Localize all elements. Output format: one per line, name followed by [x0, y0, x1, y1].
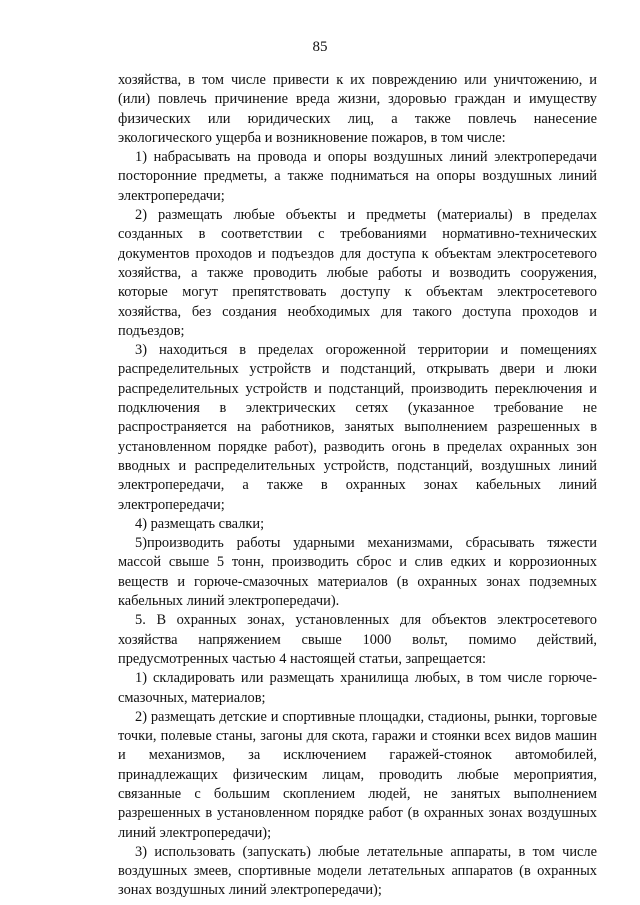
paragraph-item-4: 4) размещать свалки; [135, 515, 265, 532]
paragraph-item-3: 3) находиться в пределах огороженной территории и помещениях распределительных устройств и подстанций, открывать двери и люки распределительных устройств и подстанций, производить переключения и подключения в электрических сетях (указанное требование не распространяется на работников, занятых выполнением разрешенных в установленном порядке работ), разводить огонь в пределах охранных зон вводных и распределительных устройств, подстанций, воздушных линий электропередачи, а также в охранных зонах кабельных линий электропередачи; [118, 342, 597, 513]
paragraph-section-5-item-2: 2) размещать детские и спортивные площадки, стадионы, рынки, торговые точки, полевые станы, загоны для скота, гаражи и стоянки всех видов машин и механизмов, за исключением гаражей-стоянок автомобилей, принадлежащих физическим лицам, проводить любые мероприятия, связанные с большим скоплением людей, не занятых выполнением разрешенных в установленном порядке работ (в охранных зонах воздушных линий электропередачи); [118, 708, 597, 841]
paragraph-section-5: 5. В охранных зонах, установленных для объектов электросетевого хозяйства напряжением свыше 1000 вольт, помимо действий, предусмотренных частью 4 настоящей статьи, запрещается: [118, 612, 597, 667]
document-body [118, 71, 597, 901]
paragraph-item-2: 2) размещать любые объекты и предметы (материалы) в пределах созданных в соответствии с требованиями нормативно-технических документов проходов и подъездов для доступа к объектам электросетевого хозяйства, а также проводить любые работы и возводить сооружения, которые могут препятствовать доступу к объектам электросетевого хозяйства, без создания необходимых для такого доступа проходов и подъездов; [118, 207, 597, 339]
paragraph-continuation: хозяйства, в том числе привести к их повреждению или уничтожению, и (или) повлечь причинение вреда жизни, здоровью граждан и имуществу физических или юридических лиц, а также повлечь нанесение экологического ущерба и возникновение пожаров, в том числе: [118, 72, 597, 146]
paragraph-item-5: 5)производить работы ударными механизмами, сбрасывать тяжести массой свыше 5 тонн, производить сброс и слив едких и коррозионных веществ и горюче-смазочных материалов (в охранных зонах подземных кабельных линий электропередачи). [118, 535, 597, 610]
paragraph-section-5-item-1: 1) складировать или размещать хранилища любых, в том числе горюче-смазочных, материалов; [118, 670, 597, 706]
page-number: 85 [312, 39, 328, 55]
paragraph-section-5-item-3: 3) использовать (запускать) любые летательные аппараты, в том числе воздушных змеев, спортивные модели летательных аппаратов (в охранных зонах воздушных линий электропередачи); [118, 843, 597, 899]
paragraph-item-1: 1) набрасывать на провода и опоры воздушных линий электропередачи посторонние предметы, а также подниматься на опоры воздушных линий электропередачи; [118, 149, 597, 204]
